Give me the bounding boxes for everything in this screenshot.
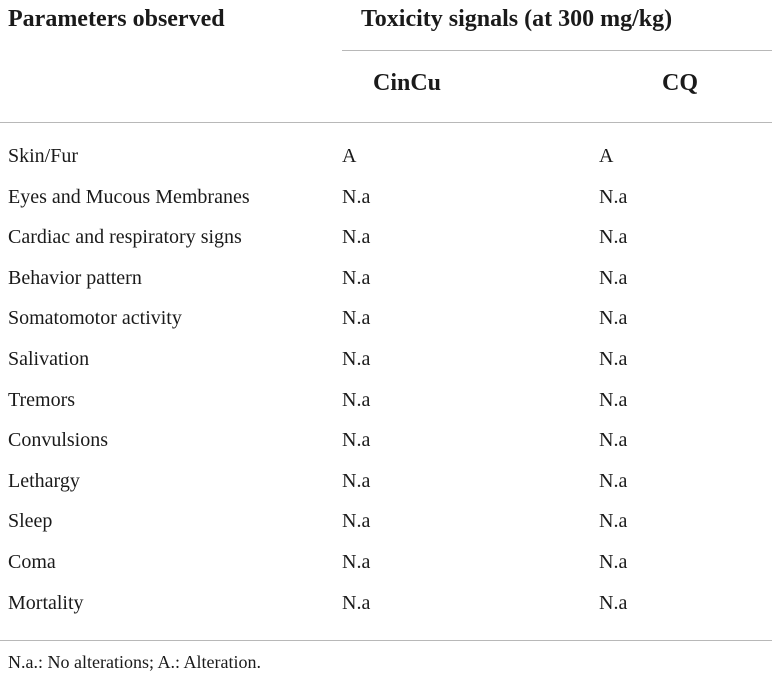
parameter-cell: Skin/Fur (8, 145, 79, 167)
cq-cell: N.a (599, 591, 628, 614)
cq-cell: N.a (599, 429, 628, 452)
cq-cell: N.a (599, 510, 628, 533)
table-row (0, 348, 772, 388)
cq-cell: N.a (599, 469, 628, 492)
table-row (0, 551, 772, 591)
table-row (0, 470, 772, 510)
cincu-cell: A (342, 145, 357, 167)
parameter-cell: Somatomotor activity (8, 307, 182, 330)
cincu-cell: N.a (342, 307, 371, 330)
table-row (0, 145, 772, 185)
cincu-cell: N.a (342, 551, 371, 573)
cq-cell: A (599, 145, 614, 167)
parameter-cell: Coma (8, 551, 56, 573)
cq-cell: N.a (599, 551, 628, 573)
cq-cell: N.a (599, 388, 628, 411)
column-header-cincu: CinCu (373, 70, 442, 96)
table-row (0, 510, 772, 550)
cincu-cell: N.a (342, 266, 371, 289)
cq-cell: N.a (599, 226, 628, 249)
cq-cell: N.a (599, 348, 628, 370)
cincu-cell: N.a (342, 348, 371, 370)
parameter-cell: Lethargy (8, 469, 80, 492)
cincu-cell: N.a (342, 469, 371, 492)
cincu-cell: N.a (342, 591, 371, 614)
column-header-cq: CQ (662, 70, 698, 96)
cincu-cell: N.a (342, 388, 371, 411)
cq-cell: N.a (599, 307, 628, 330)
parameters-header: Parameters observed (8, 6, 225, 32)
cq-cell: N.a (599, 266, 628, 289)
cincu-cell: N.a (342, 226, 371, 249)
cincu-cell: N.a (342, 510, 371, 533)
table-row (0, 307, 772, 347)
toxicity-signals-header: Toxicity signals (at 300 mg/kg) (361, 6, 673, 32)
parameter-cell: Mortality (8, 591, 84, 614)
table-row (0, 429, 772, 469)
table-row (0, 226, 772, 266)
table-row (0, 267, 772, 307)
table-row (0, 186, 772, 226)
cincu-cell: N.a (342, 429, 371, 452)
subheader-divider (342, 50, 772, 51)
parameter-cell: Cardiac and respiratory signs (8, 226, 242, 249)
parameter-cell: Salivation (8, 348, 90, 370)
footer-divider (0, 640, 772, 641)
parameter-cell: Convulsions (8, 429, 109, 452)
parameter-cell: Eyes and Mucous Membranes (8, 185, 250, 208)
cincu-cell: N.a (342, 185, 371, 208)
header-divider (0, 122, 772, 123)
table-row (0, 389, 772, 429)
parameter-cell: Sleep (8, 510, 53, 533)
table-row (0, 592, 772, 632)
parameter-cell: Tremors (8, 388, 76, 411)
cq-cell: N.a (599, 185, 628, 208)
parameter-cell: Behavior pattern (8, 266, 142, 289)
table-footnote: N.a.: No alterations; A.: Alteration. (8, 652, 261, 672)
